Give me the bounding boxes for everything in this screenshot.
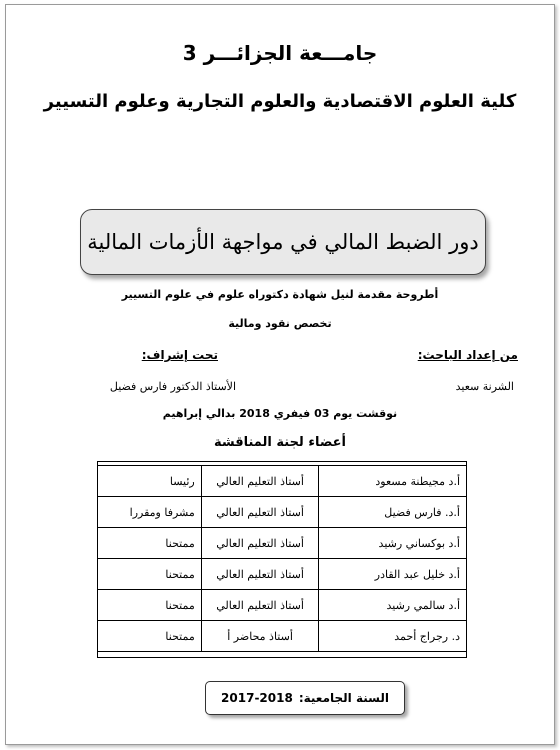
researcher-label: من إعداد الباحث:	[417, 348, 518, 362]
member-role: ممتحنا	[98, 621, 202, 652]
table-row	[98, 528, 467, 559]
document-page	[5, 4, 555, 745]
table-row	[98, 497, 467, 528]
committee-title: أعضاء لجنة المناقشة	[213, 435, 347, 450]
table-row	[98, 466, 467, 497]
member-role: ممتحنا	[98, 528, 202, 559]
table-row	[98, 559, 467, 590]
thesis-type: أطروحة مقدمة لنيل شهادة دكتوراه علوم في علوم التسيير	[121, 288, 439, 301]
member-rank: أستاذ التعليم العالي	[201, 590, 319, 621]
member-role: رئيسا	[98, 466, 202, 497]
committee-table	[97, 465, 467, 652]
member-role: ممتحنا	[98, 559, 202, 590]
member-rank: أستاذ محاضر أ	[201, 621, 319, 652]
academic-year-box	[205, 681, 405, 715]
member-name: أ.د سالمي رشيد	[319, 590, 467, 621]
academic-year-label: السنة الجامعية:	[298, 691, 389, 705]
member-name: أ.د خليل عبد القادر	[319, 559, 467, 590]
member-role: مشرفا ومقررا	[98, 497, 202, 528]
academic-year-value: 2017-2018	[221, 691, 293, 705]
member-rank: أستاذ التعليم العالي	[201, 559, 319, 590]
table-row	[98, 621, 467, 652]
defense-note: نوقشت يوم 03 فيفري 2018 بدالي إبراهيم	[162, 407, 398, 420]
member-name: أ.د مجيطنة مسعود	[319, 466, 467, 497]
member-rank: أستاذ التعليم العالي	[201, 466, 319, 497]
thesis-title: دور الضبط المالي في مواجهة الأزمات المالية	[87, 230, 479, 254]
specialization: تخصص نقود ومالية	[228, 317, 332, 330]
table-row	[98, 590, 467, 621]
supervisor-label: تحت إشراف:	[141, 348, 218, 362]
university-name: جامـــعة الجزائـــر 3	[182, 41, 378, 65]
supervisor-name: الأستاذ الدكتور فارس فضيل	[109, 380, 236, 393]
faculty-name: كلية العلوم الاقتصادية والعلوم التجارية وعلوم التسيير	[43, 91, 517, 112]
member-rank: أستاذ التعليم العالي	[201, 528, 319, 559]
member-name: أ.د. فارس فضيل	[319, 497, 467, 528]
researcher-name: الشرنة سعيد	[455, 380, 514, 393]
member-role: ممتحنا	[98, 590, 202, 621]
thesis-title-box	[80, 209, 486, 275]
member-rank: أستاذ التعليم العالي	[201, 497, 319, 528]
member-name: أ.د بوكساني رشيد	[319, 528, 467, 559]
member-name: د. رجراج أحمد	[319, 621, 467, 652]
